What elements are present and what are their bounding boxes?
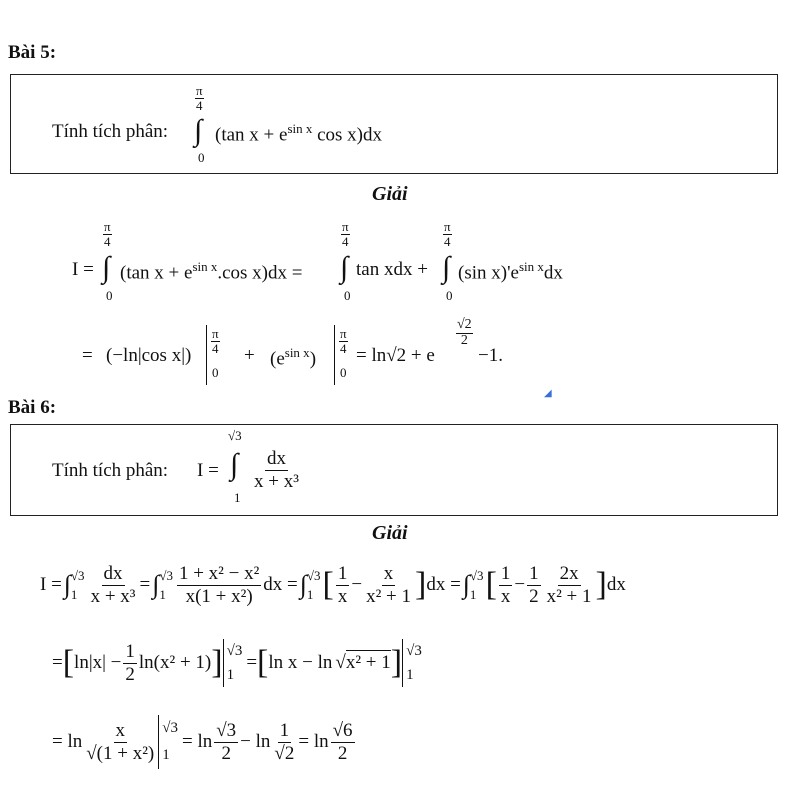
p5-line1-lhs: I = [72,259,94,280]
problem5-heading: Bài 5: [8,42,57,63]
p5-line2-term2: $(e^{sin x})$ [270,345,317,370]
problem6-fraction: $\frac{dx}{\text{x + x³}}$ [254,448,299,492]
problem5-prompt: Tính tích phân: [52,121,169,142]
p5-line1-int2: $\frac{\pi}{4}$ ∫ 0 [340,219,351,303]
p5-line2-tail: −1. [478,345,503,366]
p5-line2-eval2: $\frac{\pi}{4}$ 0 [334,325,365,385]
p5-line2-exponent: $\frac{√2}{2}$ [457,317,472,348]
p5-line1-int1: $\frac{\pi}{4}$ ∫ 0 [102,219,113,303]
p5-line1-part2: tan xdx + [356,259,428,280]
p6-line2: = [ ln|x| − $\frac{1}{2}$ ln(x² + 1) ] √3 1 = [ ln x − ln √x² + 1 ] √3 1 [52,636,422,690]
p5-line2-term1: (−ln|cos x|) [106,345,192,366]
problem6-solution-title: Giải [372,522,408,544]
problem6-heading: Bài 6: [8,397,57,418]
p6-line3: = ln $\frac{x}{\text{√(1 + x²)}}$ √3 1 = ln $\frac{√3}{2}$ − ln $\frac{1}{√2}$ = ln $\frac{√6}{2}$ [52,712,357,772]
p5-line1-int3: $\frac{\pi}{4}$ ∫ 0 [442,219,453,303]
stray-mark: ◢ [544,388,552,399]
p5-line2-eq: = [82,345,93,366]
p5-line2-eval1: $\frac{\pi}{4}$ 0 [206,325,237,385]
problem6-prompt: Tính tích phân: [52,460,169,481]
p6-line1: I = ∫ √3 1 $\frac{dx}{\text{x + x³}}$ = ∫ √3 1 $\frac{\text{1 + x² − x²}}{\text{x(1 + x²)}}$ dx = ∫ √3 1 [ $\frac{1}{x}$ − $\frac{x}{\text{x² + 1}}$ ] dx = ∫ √3 1 [ $\frac{1}{x}$ − $\frac{1}{2}$ $\frac{2x}{\text{x² + 1}}$ ] dx [40,562,626,607]
p5-line2-result: = ln√2 + e [356,345,435,366]
p5-line2-plus: + [244,345,255,366]
problem6-lhs: I = [197,460,219,481]
problem5-integral: $\frac{\pi}{4}$ ∫ 0 [194,83,205,165]
p5-line1-part3: (sin $x)'e^{sin x}dx$ [458,259,563,284]
problem5-integrand: (tan $x + e^{sin x}$ cos x)dx [215,121,383,146]
problem5-solution-title: Giải [372,183,408,205]
p5-line1-part1: (tan $x + e^{sin x}.\cos$ x)dx = [120,259,303,284]
problem6-integral: √3 ∫ 1 [228,428,242,505]
